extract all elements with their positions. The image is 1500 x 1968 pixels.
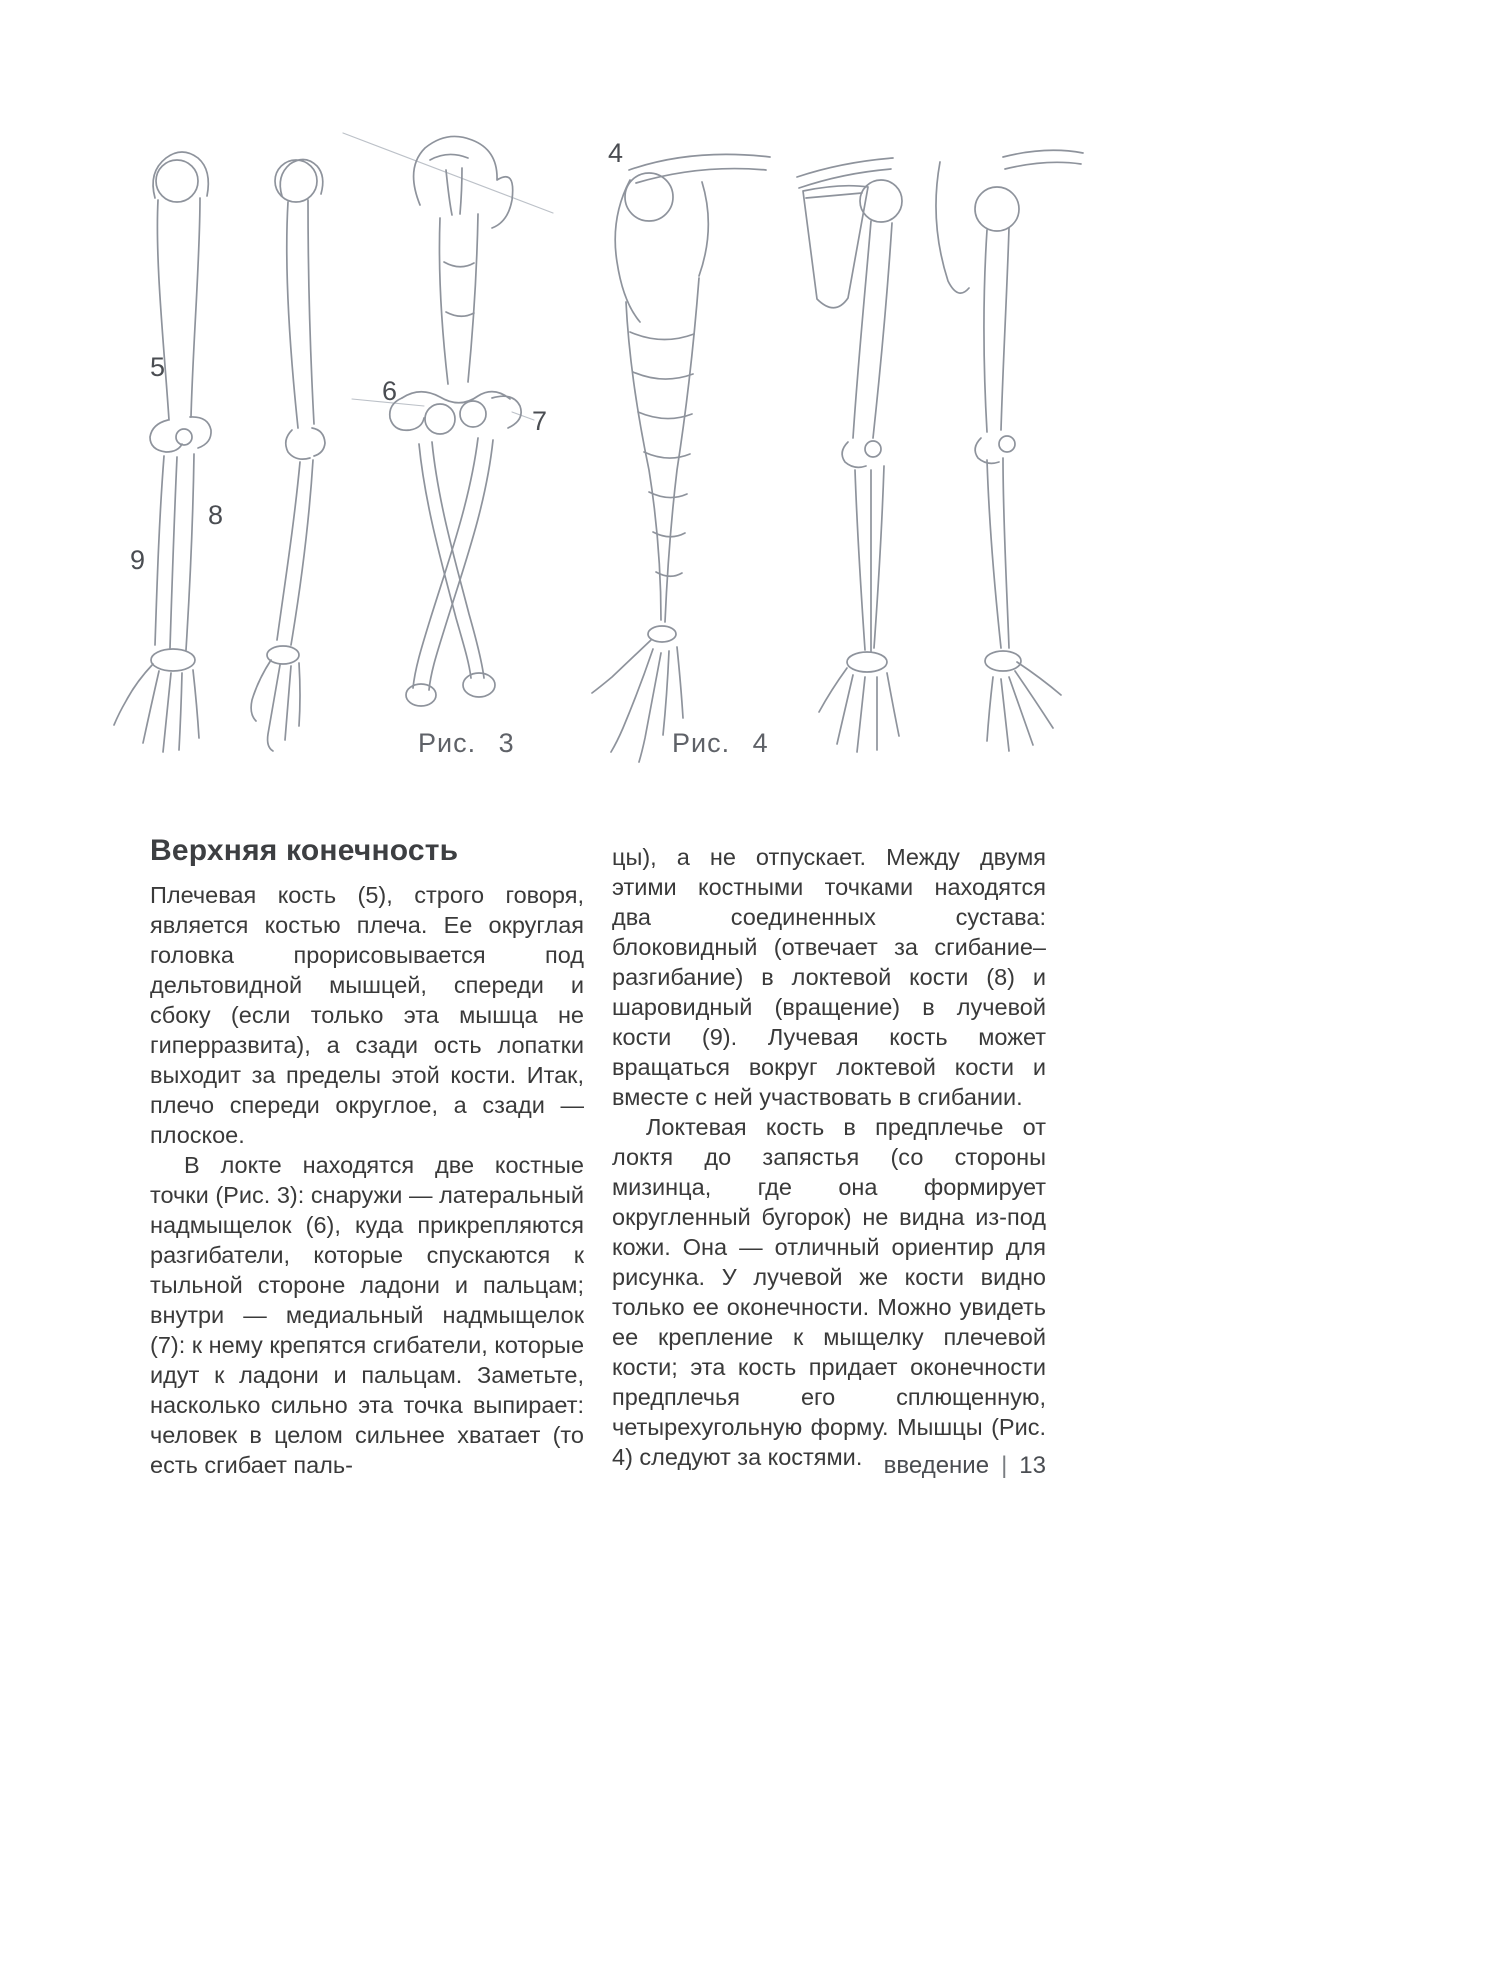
footer-separator: |: [1001, 1452, 1008, 1479]
sketch-muscular-arm: [592, 154, 770, 762]
section-title: Верхняя конечность: [150, 834, 459, 867]
figure-label-5: 5: [150, 352, 166, 382]
paragraph: Локтевая кость в предплечье от локтя до запястья (со стороны мизинца, где она формирует округленный бугорок) не видна из-под кожи. Она — отличный ориентир для рисунка. У лучевой же кости видно только ее оконечности. Можно увидеть ее крепление к мыщелку плечевой кости; эта кость придает оконечности предплечья его сплющенную, четырехугольную форму. Мышцы (Рис. 4) следуют за костями.: [612, 1114, 1046, 1470]
text-column-left: [150, 836, 584, 1480]
figure-label-7: 7: [532, 406, 548, 436]
sketch-bones-side-view: [251, 159, 325, 751]
sketch-bones-foreshortened-view: [390, 136, 521, 706]
sketch-bones-front-view: [114, 152, 211, 752]
paragraph: В локте находятся две костные точки (Рис. 3): снаружи — латеральный надмыщелок (6), куда прикрепляются разгибатели, которые спускаются к тыльной стороне ладони и пальцам; внутри — медиальный надмыщелок (7): к нему крепятся сгибатели, которые идут к ладони и пальцам. Заметьте, насколько сильно эта точка выпирает: человек в целом сильнее хватает (то есть сгибает паль-: [150, 1152, 585, 1478]
figure-label-4: 4: [608, 138, 624, 168]
sketch-bones-back-view: [936, 150, 1083, 751]
figure-label-8: 8: [208, 500, 224, 530]
figure3-caption: Рис. 3: [418, 728, 515, 758]
sketch-bones-with-scapula: [797, 158, 902, 752]
figure-label-6: 6: [382, 376, 398, 406]
footer-section-label: введение: [883, 1452, 990, 1479]
figure-label-9: 9: [130, 545, 146, 575]
text-column-right: [612, 842, 1046, 1472]
figure4-caption: Рис. 4: [672, 728, 769, 758]
anatomy-sketches: [0, 0, 1500, 800]
paragraph: цы), а не отпускает. Между двумя этими костными точками находятся два соединенных сустава: блоковидный (отвечает за сгибание–разгибание) в локтевой кости (8) и шаровидный (вращение) в лучевой кости (9). Лучевая кость может вращаться вокруг локтевой кости и вместе с ней участвовать в сгибании.: [612, 844, 1046, 1110]
paragraph: Плечевая кость (5), строго говоря, является костью плеча. Ее округлая головка прорисовывается под дельтовидной мышцей, спереди и сбоку (если только эта мышца не гиперразвита), а сзади ость лопатки выходит за пределы этой кости. Итак, плечо спереди округлое, а сзади — плоское.: [150, 882, 584, 1148]
page-footer: [612, 1452, 1046, 1480]
footer-page-number: 13: [1019, 1452, 1046, 1479]
